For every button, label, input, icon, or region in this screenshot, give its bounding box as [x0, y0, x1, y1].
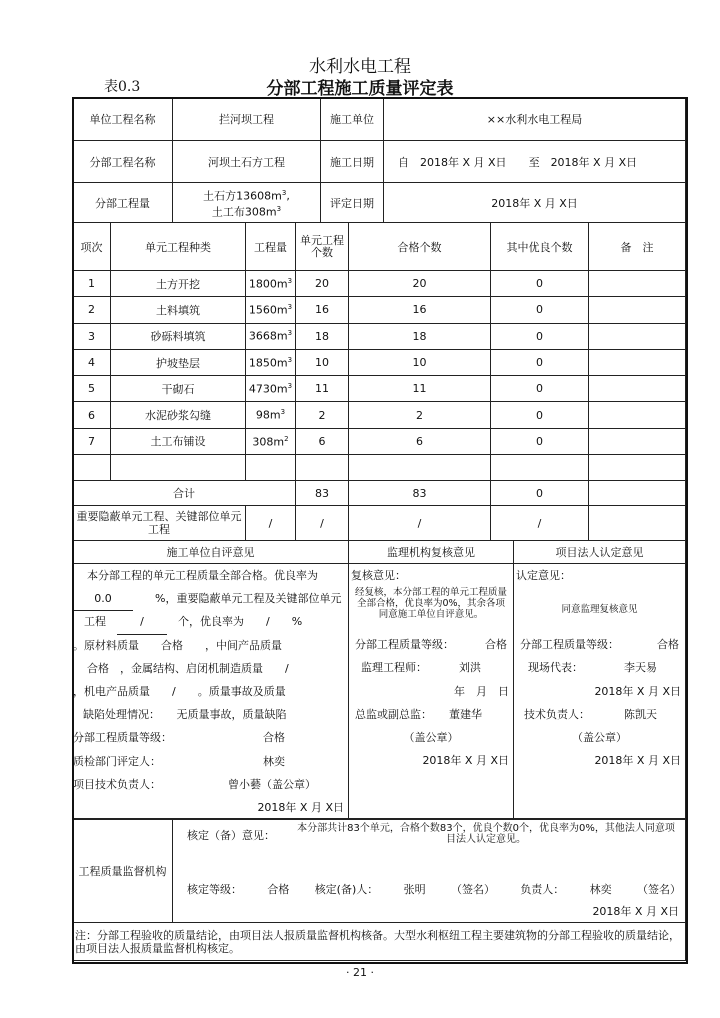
no: 3 [73, 323, 111, 349]
key-row [73, 506, 686, 541]
value: 河坝土石方工程 [173, 141, 321, 183]
period [384, 141, 686, 183]
supervision-table [72, 818, 686, 961]
t: 负责人： [520, 883, 565, 896]
rate: 0.0 [73, 587, 133, 611]
column-header: 其中优良个数 [491, 223, 589, 271]
table-row [73, 323, 686, 349]
grade: 合格 [263, 731, 285, 745]
grade: 合格 [267, 883, 290, 896]
t: 现场代表： [528, 661, 583, 675]
unit-sup: 3 [287, 303, 293, 312]
end: 2018年 X 月 X日 [550, 155, 638, 169]
supervisor-title: 监理机构复核意见 [349, 541, 514, 564]
type: 土工布铺设 [111, 428, 246, 454]
t: 分部工程质量等级： [355, 638, 454, 652]
table-number: 表0.3 [104, 79, 141, 95]
t: ，金属结构、启闭机制造质量 [120, 661, 263, 675]
count: 10 [296, 349, 349, 375]
unit-sup: 2 [284, 434, 289, 443]
table-row [73, 271, 686, 297]
grade: 合格 [485, 638, 507, 652]
blank-row [73, 455, 686, 481]
qty-value: 308m [252, 435, 285, 449]
qty-value: 1560m [248, 303, 288, 317]
t: 。质量事故及质量 [197, 684, 286, 698]
total-pass: 83 [349, 481, 491, 506]
column-header: 单元工程种类 [111, 223, 246, 271]
qty [246, 297, 296, 323]
pass: 11 [349, 376, 491, 402]
key-count: / [296, 506, 349, 541]
table-row [73, 402, 686, 428]
value: 2018年 X 月 X日 [384, 183, 686, 223]
pass: 10 [349, 349, 491, 375]
supervision-label: 工程质量监督机构 [73, 819, 173, 923]
label: 单位工程名称 [73, 98, 173, 141]
items-table [72, 222, 686, 541]
good: 0 [491, 271, 589, 297]
owner-title: 项目法人认定意见 [514, 541, 686, 564]
t: 核定(备)人： [314, 883, 379, 896]
q1: 土石方13608m [203, 189, 282, 203]
subtitle: 水利水电工程 [309, 57, 411, 77]
type: 水泥砂浆勾缝 [111, 402, 246, 428]
unit-sup: 3 [287, 329, 293, 338]
pass: 2 [349, 402, 491, 428]
t: 技术负责人： [524, 707, 590, 721]
table-row [73, 349, 686, 375]
qty-value: 3668m [248, 330, 288, 344]
remark [589, 402, 686, 428]
contractor-opinion [73, 564, 349, 820]
cell [349, 455, 491, 481]
cell [246, 455, 296, 481]
type: 干砌石 [111, 376, 246, 402]
no: 1 [73, 271, 111, 297]
qty-value: 98m [255, 408, 281, 422]
t: % [291, 615, 303, 629]
key-label: 重要隐蔽单元工程、关键部位单元工程 [73, 506, 246, 541]
info-table [72, 97, 686, 223]
cell [296, 455, 349, 481]
total-count: 83 [296, 481, 349, 506]
total-label: 合计 [73, 481, 296, 506]
qty [246, 402, 296, 428]
metal: / [285, 661, 289, 675]
key-count: / [117, 610, 167, 634]
cell [73, 455, 111, 481]
pass: 6 [349, 428, 491, 454]
table-row [73, 428, 686, 454]
key-good: / [491, 506, 589, 541]
date: 2018年 X 月 X日 [592, 905, 679, 918]
remark [589, 376, 686, 402]
good: 0 [491, 376, 589, 402]
pass: 16 [349, 297, 491, 323]
cell [111, 455, 246, 481]
count: 18 [296, 323, 349, 349]
column-header: 工程量 [246, 223, 296, 271]
no: 6 [73, 402, 111, 428]
t: 监理工程师： [361, 661, 427, 675]
good: 0 [491, 349, 589, 375]
seal: （盖公章） [572, 730, 627, 744]
no: 4 [73, 349, 111, 375]
line: 本分部工程的单元工程质量全部合格。优良率为 [87, 569, 318, 582]
line: %，重要隐蔽单元工程及关键部位单元 [155, 592, 342, 606]
count: 16 [296, 297, 349, 323]
cell [589, 455, 686, 481]
date: 2018年 X 月 X日 [257, 800, 344, 814]
good: 0 [491, 402, 589, 428]
remark [589, 271, 686, 297]
count: 20 [296, 271, 349, 297]
label: 认定意见： [516, 569, 571, 582]
sign: （签名） [637, 883, 681, 896]
tech: 陈凯天 [624, 707, 657, 721]
qty [246, 349, 296, 375]
value: 拦河坝工程 [173, 98, 321, 141]
supervision-body [173, 819, 686, 923]
table-row [73, 376, 686, 402]
pass: 20 [349, 271, 491, 297]
qty-value: 1800m [248, 277, 288, 291]
to: 至 [528, 155, 540, 169]
t: ，机电产品质量 [73, 684, 150, 698]
sup: 3 [281, 188, 287, 197]
count: 11 [296, 376, 349, 402]
t: 。原材料质量 [73, 638, 139, 652]
t: 个，优良率为 [178, 615, 244, 629]
remark [589, 506, 686, 541]
text: 同意监理复核意见 [561, 604, 638, 616]
key-qty: / [246, 506, 296, 541]
label: 分部工程名称 [73, 141, 173, 183]
label: 施工日期 [321, 141, 384, 183]
material: 合格 [161, 638, 183, 652]
owner-opinion [514, 564, 686, 820]
middle: 合格 [87, 661, 109, 675]
t: 项目技术负责人： [73, 777, 161, 791]
type: 护坡垫层 [111, 349, 246, 375]
t: 工程 [84, 615, 106, 629]
no: 5 [73, 376, 111, 402]
date: 2018年 X 月 X日 [422, 754, 509, 768]
remark [589, 481, 686, 506]
column-header: 单元工程个数 [296, 223, 349, 271]
from: 自 [398, 155, 409, 169]
defect: 无质量事故，质量缺陷 [176, 708, 287, 722]
start: 2018年 X 月 X日 [420, 155, 507, 169]
key-rate: / [266, 615, 270, 629]
t: 分部工程质量等级： [520, 638, 619, 652]
person: 张明 [403, 883, 426, 896]
good: 0 [491, 323, 589, 349]
remark [589, 428, 686, 454]
total-good: 0 [491, 481, 589, 506]
count: 2 [296, 402, 349, 428]
unit-sup: 3 [287, 276, 293, 285]
total-row [73, 481, 686, 506]
unit-sup: 3 [287, 355, 293, 364]
opinion: 本分部共计83个单元，合格个数83个，优良个数0个，优良率为0%，其他法人同意项目法人认定意见。 [297, 823, 675, 845]
remark [589, 349, 686, 375]
note: 注：分部工程验收的质量结论，由项目法人报质量监督机构核备。大型水利枢纽工程主要建筑物的分部工程验收的质量结论，由项目法人报质量监督机构核定。 [73, 923, 686, 961]
chief: 董建华 [449, 707, 482, 721]
supervisor-opinion [349, 564, 514, 820]
t: 总监或副总监： [355, 707, 432, 721]
count: 6 [296, 428, 349, 454]
table-row [73, 297, 686, 323]
date: 2018年 X 月 X日 [594, 754, 681, 768]
unit-sup: 3 [280, 408, 286, 417]
q2: 土工布308m [211, 205, 277, 219]
page-number: · 21 · [346, 966, 374, 979]
qc: 林奕 [263, 754, 285, 768]
contractor-title: 施工单位自评意见 [73, 541, 349, 564]
qty-value: 1850m [248, 356, 288, 370]
grade: 合格 [657, 638, 679, 652]
no: 2 [73, 297, 111, 323]
t: 缺陷处理情况： [83, 708, 155, 722]
good: 0 [491, 428, 589, 454]
column-header: 合格个数 [349, 223, 491, 271]
remark [589, 297, 686, 323]
tech: 曾小藝（盖公章） [228, 777, 316, 791]
label: 分部工程量 [73, 183, 173, 223]
seal: （盖公章） [403, 730, 459, 744]
type: 砂砾料填筑 [111, 323, 246, 349]
column-header: 项次 [73, 223, 111, 271]
sign: （签名） [450, 883, 495, 896]
qty [246, 271, 296, 297]
date: 年 月 日 [454, 684, 509, 698]
elec: / [172, 684, 176, 698]
type: 土料填筑 [111, 297, 246, 323]
key-pass: / [349, 506, 491, 541]
page-title: 分部工程施工质量评定表 [266, 79, 454, 99]
date: 2018年 X 月 X日 [594, 684, 681, 698]
type: 土方开挖 [111, 271, 246, 297]
rep: 李天易 [624, 661, 657, 675]
unit-sup: 3 [287, 382, 293, 390]
no: 7 [73, 428, 111, 454]
good: 0 [491, 297, 589, 323]
sup: 3 [276, 204, 282, 213]
eng: 刘洪 [459, 661, 481, 675]
pass: 18 [349, 323, 491, 349]
qty [246, 428, 296, 454]
remark [589, 323, 686, 349]
qty-value: 4730m [248, 382, 288, 396]
qty [246, 323, 296, 349]
column-header: 备 注 [589, 223, 686, 271]
value: ××水利水电工程局 [384, 98, 686, 141]
opinions-table [72, 540, 686, 820]
label: 评定日期 [321, 183, 384, 223]
t: ，中间产品质量 [205, 638, 282, 652]
t: 核定等级： [187, 883, 242, 896]
label: 核定（备）意见： [187, 829, 275, 842]
qty [246, 376, 296, 402]
text: 经复核，本分部工程的单元工程质量全部合格，优良率为0%，其余各项同意施工单位自评意见。 [354, 587, 507, 621]
head: 林奕 [589, 883, 612, 896]
t: 质检部门评定人： [73, 754, 161, 768]
cell [491, 455, 589, 481]
label: 施工单位 [321, 98, 384, 141]
t: 分部工程质量等级： [73, 731, 172, 745]
quantity: 土石方$13608m^3$, 土工布$308m^3$ [173, 183, 321, 223]
label: 复核意见： [351, 569, 406, 582]
